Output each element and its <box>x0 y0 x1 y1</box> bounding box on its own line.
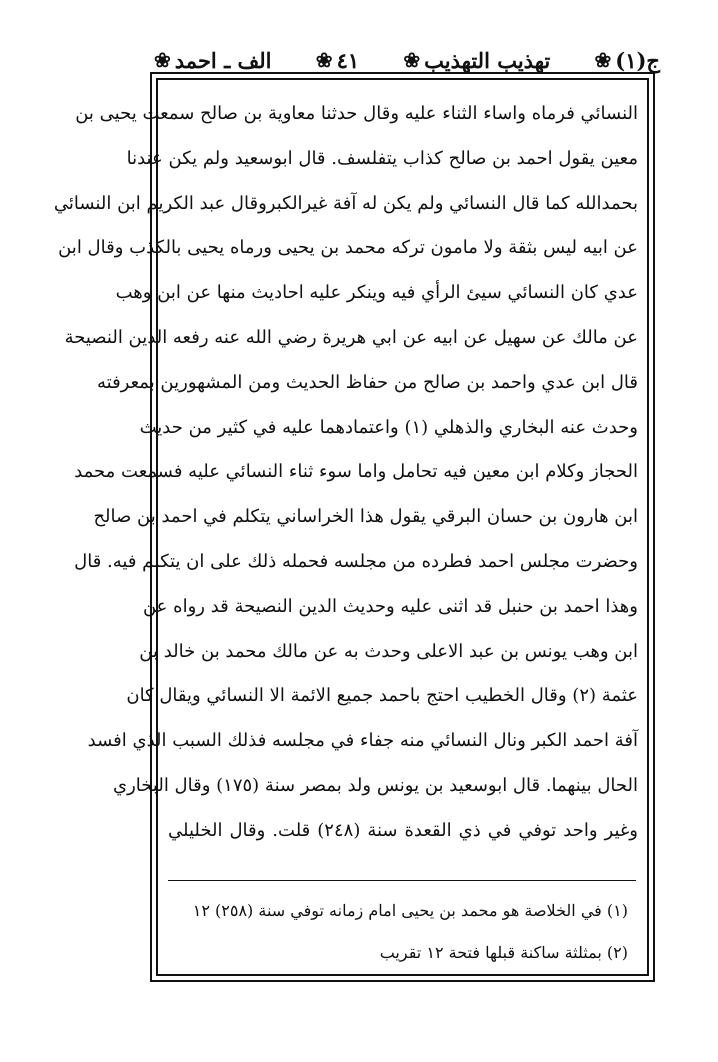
text-line: ابن هارون بن حسان البرقي يقول هذا الخراساني يتكلم في احمد بن صالح <box>93 506 638 528</box>
flower-ornament-icon: ❀ <box>594 48 612 72</box>
footnotes <box>168 890 628 974</box>
header-volume-group <box>591 48 660 73</box>
header-section-group <box>150 48 272 73</box>
header-section: الف ـ احمد <box>174 47 272 73</box>
footnote-divider <box>168 880 636 881</box>
text-line: ابن وهب يونس بن عبد الاعلى وحدث به عن مالك محمد بن خالد بن <box>139 640 638 662</box>
text-line: عن مالك عن سهيل عن ابيه عن ابي هريرة رضي الله عنه رفعه الدين النصيحة <box>64 326 638 348</box>
text-line: عثمة (٢) وقال الخطيب احتج باحمد جميع الائمة الا النسائي ويقال كان <box>126 685 638 707</box>
text-line: وهذا احمد بن حنبل قد اثنى عليه وحديث الدين النصيحة قد رواه عن <box>142 595 638 617</box>
main-text <box>53 92 638 854</box>
header-page-group <box>312 48 359 73</box>
header-book-title: تهذيب التهذيب <box>424 47 551 73</box>
flower-ornament-icon: ❀ <box>154 48 171 72</box>
flower-ornament-icon: ❀ <box>315 48 333 72</box>
text-line: الحجاز وكلام ابن معين فيه تحامل واما سوء ثناء النسائي عليه فسمعت محمد <box>74 461 638 483</box>
text-line: آفة احمد الكبر ونال النسائي منه جفاء في مجلسه فذلك السبب الذي افسد <box>87 730 638 752</box>
text-line: بحمدالله كما قال النسائي ولم يكن له آفة غيرالكبروقال عبد الكريم ابن النسائي <box>53 192 638 214</box>
text-line: الحال بينهما. قال ابوسعيد بن يونس ولد بمصر سنة (١٧٥) وقال البخاري <box>113 774 638 796</box>
text-line: عدي كان النسائي سيئ الرأي فيه وينكر عليه احاديث منها عن ابن وهب <box>115 282 638 304</box>
text-line: وغير واحد توفي في ذي القعدة سنة (٢٤٨) قلت. وقال الخليلي <box>168 819 638 841</box>
footnote: (٢) بمثلثة ساكنة قبلها فتحة ١٢ تقريب <box>379 943 628 962</box>
header-title-group <box>399 48 550 73</box>
text-line: وحضرت مجلس احمد فطرده من مجلسه فحمله ذلك على ان يتكلم فيه. قال <box>74 550 638 572</box>
text-line: قال ابن عدي واحمد بن صالح من حفاظ الحديث ومن المشهورين بمعرفته <box>96 371 638 393</box>
page-number: ٤١ <box>336 47 360 73</box>
text-line: النسائي فرماه واساء الثناء عليه وقال حدثنا معاوية بن صالح سمعت يحيى بن <box>75 103 638 124</box>
text-line: وحدث عنه البخاري والذهلي (١) واعتمادهما عليه في كثير من حديث <box>139 416 638 438</box>
footnote: (١) في الخلاصة هو محمد بن يحيى امام زمانه توفي سنة (٢٥٨) ١٢ <box>192 901 628 920</box>
text-line: عن ابيه ليس بثقة ولا مامون تركه محمد بن يحيى ورماه يحيى بالكذب وقال ابن <box>58 237 638 259</box>
header-volume: ج(١) <box>615 47 660 73</box>
flower-ornament-icon: ❀ <box>403 48 421 72</box>
text-line: معين يقول احمد بن صالح كذاب يتفلسف. قال ابوسعيد ولم يكن عندنا <box>126 147 638 169</box>
